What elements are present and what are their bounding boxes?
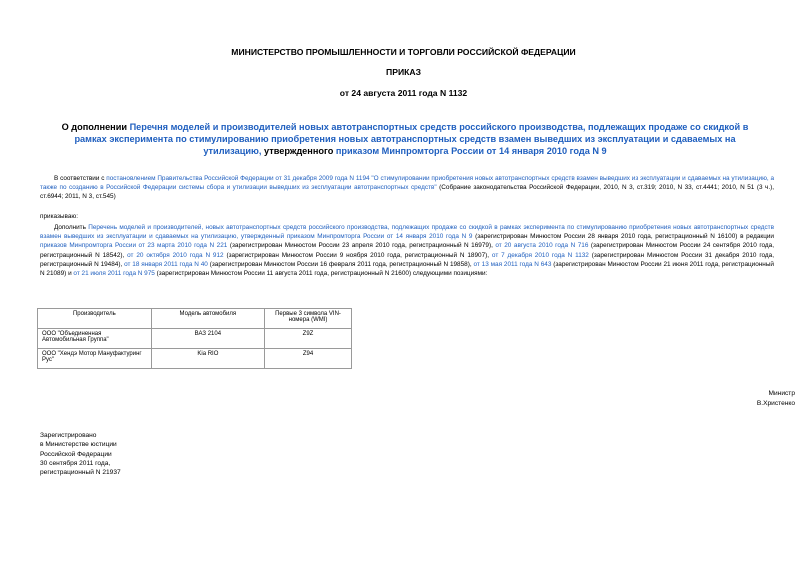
main-link-643[interactable]: от 13 мая 2011 года N 643 <box>473 260 552 268</box>
main-text-9: (зарегистрирован Минюстом России 11 августа 2011 года, регистрационный N 21600) следующими позициями: <box>154 270 488 278</box>
table-header-row <box>38 309 352 329</box>
table-header-cell: Производитель <box>38 309 152 329</box>
table-cell-wmi: Z94 <box>265 349 352 369</box>
doc-date-number: от 24 августа 2011 года N 1132 <box>339 88 468 98</box>
table-cell-producer: ООО "Хендэ Мотор Мануфактуринг Рус" <box>38 349 152 369</box>
main-text-8: (зарегистрирован Минюстом России 21 июня 2011 года, регистрационный N 21089) и <box>40 260 775 278</box>
main-text-3: (зарегистрирован Минюстом России 23 апреля 2010 года, регистрационный N 16979), <box>227 242 496 250</box>
table-cell-wmi: Z9Z <box>265 329 352 349</box>
table-row <box>38 349 352 369</box>
main-link-40[interactable]: от 18 января 2011 года N 40 <box>124 260 208 268</box>
main-text-1: Дополнить <box>54 224 89 231</box>
main-text-5: (зарегистрирован Минюстом России 9 ноября 2010 года, регистрационный N 18907), <box>223 251 492 259</box>
signature-name: В.Христенко <box>756 400 795 407</box>
main-text-4: (зарегистрирован Минюстом России 24 сентября 2010 года, регистрационный N 18542), <box>40 242 774 259</box>
table-cell-model: ВАЗ 2104 <box>151 329 264 349</box>
subject-order-link[interactable]: приказом Минпромторга России от 14 января 2010 года N 9 <box>335 146 607 156</box>
signature-title: Министр <box>768 390 795 397</box>
registration-line: в Министерстве юстиции <box>40 441 117 449</box>
table-row <box>38 329 352 349</box>
main-link-716[interactable]: от 20 августа 2010 года N 716 <box>495 242 589 250</box>
main-text-6: (зарегистрирован Минюстом России 31 декабря 2010 года, регистрационный N 19484), <box>40 251 774 268</box>
preamble-resolution-link[interactable]: постановлением Правительства Российской Федерации от 31 декабря 2009 года N 1194 "О стимулировании приобретения новых автотранспортных средств взамен выведших из эксплуатации и сдаваемых на утилизацию, а также по созданию в Российской Федерации системы сбора и утилизации выведших из эксплуатации автотранспортных средств" <box>40 175 775 192</box>
subject-prefix: О дополнении <box>61 122 130 132</box>
registration-line: регистрационный N 21937 <box>40 469 121 477</box>
table-header-cell: Модель автомобиля <box>151 309 264 329</box>
main-orders-link[interactable]: приказов Минпромторга России от 23 марта 2010 года N 221 <box>40 242 228 250</box>
document-subject <box>55 121 755 157</box>
registration-line: Зарегистрировано <box>40 432 97 439</box>
subject-middle: утвержденного <box>261 146 336 156</box>
preamble-text-2: (Собрание законодательства Российской Федерации, 2010, N 3, ст.319; 2010, N 33, ст.4441; 2010, N 51 (3 ч.), ст.6944; 2011, N 3, ст.545) <box>40 184 774 201</box>
main-link-975[interactable]: от 21 июля 2011 года N 975 <box>73 270 155 278</box>
registration-line: 30 сентября 2011 года, <box>40 459 111 467</box>
registration-line: Российской Федерации <box>40 450 112 458</box>
main-link-1132[interactable]: от 7 декабря 2010 года N 1132 <box>491 251 589 259</box>
main-text-2: (зарегистрирован Минюстом России 28 января 2010 года, регистрационный N 16100) в редакции <box>472 233 774 241</box>
table-cell-model: Kia RIO <box>151 349 264 369</box>
main-link-912[interactable]: от 20 октября 2010 года N 912 <box>127 251 224 259</box>
ministry-heading: МИНИСТЕРСТВО ПРОМЫШЛЕННОСТИ И ТОРГОВЛИ РОССИЙСКОЙ ФЕДЕРАЦИИ <box>231 47 576 57</box>
models-table <box>37 308 352 369</box>
main-text-7: (зарегистрирован Минюстом России 16 февраля 2011 года, регистрационный N 19858), <box>207 260 474 268</box>
subject-list-link[interactable]: Перечня моделей и производителей новых автотранспортных средств российского производства, подлежащих продаже со скидкой в рамках эксперимента по стимулированию приобретения новых автотранспортных средств взамен выведших из эксплуатации и сдаваемых на утилизацию, <box>74 122 749 156</box>
main-list-link[interactable]: Перечень моделей и производителей, новых автотранспортных средств российского производства, подлежащих продаже со скидкой в рамках эксперимента по стимулированию приобретения новых автотранспортных средств взамен выведших из эксплуатации и сдаваемых на утилизацию, утвержденный приказом Минпромторга России от 14 января 2010 года N 9 <box>40 224 774 241</box>
main-paragraph <box>40 223 774 278</box>
order-word: приказываю: <box>40 213 78 220</box>
doc-type-heading: ПРИКАЗ <box>386 67 421 77</box>
preamble-text-1: В соответствии с <box>54 175 107 182</box>
table-header-cell: Первые 3 символа VIN-номера (WMI) <box>265 309 352 329</box>
registration-block <box>40 431 121 477</box>
preamble-paragraph <box>40 174 774 202</box>
table-cell-producer: ООО "Объединенная Автомобильная Группа" <box>38 329 152 349</box>
